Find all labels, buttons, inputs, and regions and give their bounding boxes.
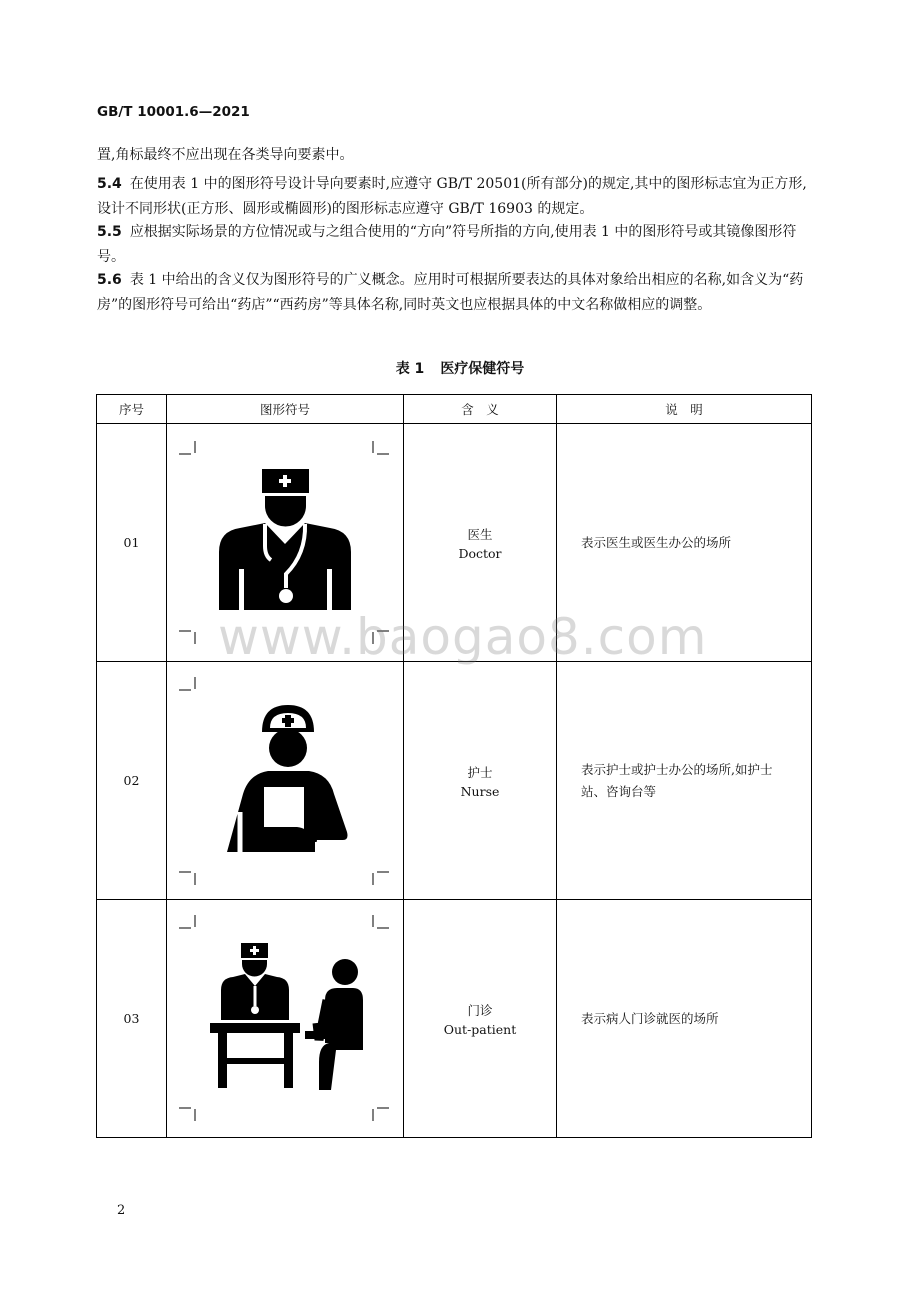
symbol-cell [167,900,404,1138]
medical-symbols-table [96,394,812,1138]
document-code: GB/T 10001.6—2021 [97,104,250,120]
header-symbol: 图形符号 [167,395,404,424]
meaning-cell [404,900,557,1138]
description-cell: 表示医生或医生办公的场所 [557,424,812,662]
paragraph-5-4 [97,172,817,222]
clause-number: 5.4 [97,176,122,192]
clause-number: 5.5 [97,224,122,240]
table-row [97,900,812,1138]
page-number: 2 [117,1203,126,1218]
meaning-zh: 医生 [467,526,493,542]
header-number: 序号 [97,395,167,424]
paragraph-text: 应根据实际场景的方位情况或与之组合使用的“方向”符号所指的方向,使用表 1 中的图形符号或其镜像图形符号。 [97,224,797,265]
row-number: 03 [97,900,167,1138]
table-caption-number: 表 1 [395,361,425,377]
watermark: www.baogao8.com [218,608,708,666]
table-row [97,424,812,662]
paragraph-text: 在使用表 1 中的图形符号设计导向要素时,应遵守 GB/T 20501(所有部分)的规定,其中的图形标志宜为正方形,设计不同形状(正方形、圆形或椭圆形)的图形标志应遵守 GB/T 16903 的规定。 [97,176,807,217]
meaning-en: Doctor [458,545,502,561]
description-cell: 表示病人门诊就医的场所 [557,900,812,1138]
doctor-icon [167,424,403,661]
row-number: 02 [97,662,167,900]
meaning-cell [404,424,557,662]
paragraph-text: 置,角标最终不应出现在各类导向要素中。 [97,147,354,163]
description-cell: 表示护士或护士办公的场所,如护士站、咨询台等 [557,662,812,900]
clause-number: 5.6 [97,272,122,288]
table-row [97,662,812,900]
meaning-zh: 护士 [467,764,493,780]
meaning-en: Nurse [460,783,500,799]
outpatient-icon [167,900,403,1137]
symbol-cell [167,662,404,900]
paragraph-continued [97,143,817,168]
meaning-zh: 门诊 [467,1002,493,1018]
table-caption [0,358,920,378]
paragraph-text: 表 1 中给出的含义仅为图形符号的广义概念。应用时可根据所要表达的具体对象给出相应的名称,如含义为“药房”的图形符号可给出“药店”“西药房”等具体名称,同时英文也应根据具体的中文名称做相应的调整。 [97,272,804,313]
nurse-icon [167,662,403,899]
symbol-cell [167,424,404,662]
meaning-cell [404,662,557,900]
header-meaning: 含 义 [404,395,557,424]
table-caption-title: 医疗保健符号 [440,361,525,377]
row-number: 01 [97,424,167,662]
meaning-en: Out-patient [443,1021,517,1037]
header-description: 说 明 [557,395,812,424]
paragraph-5-5 [97,220,817,270]
paragraph-5-6 [97,268,817,318]
table-header-row [97,395,812,424]
